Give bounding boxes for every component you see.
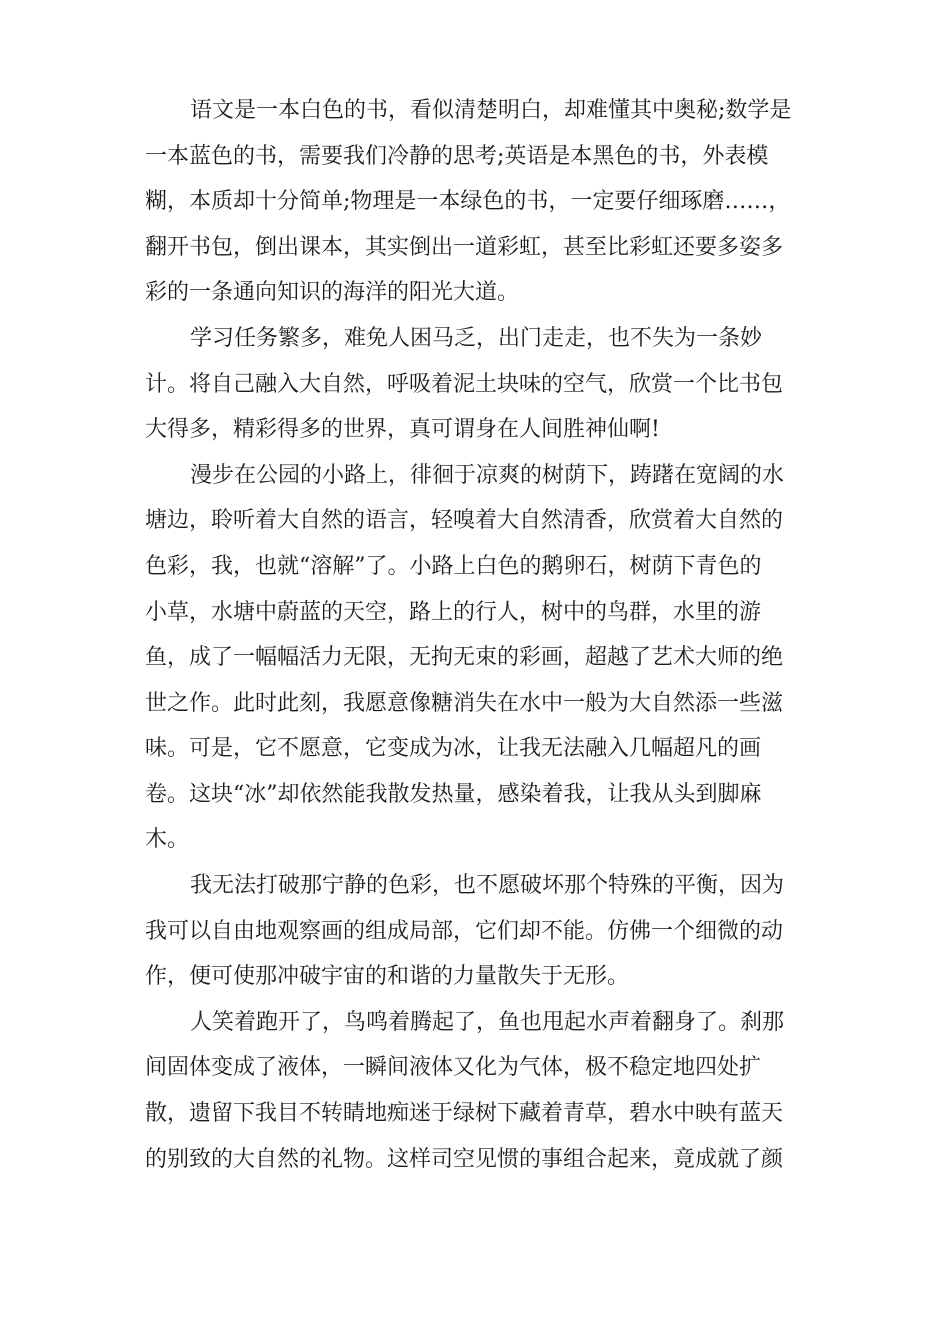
text-line: 语文是一本白色的书，看似清楚明白，却难懂其中奥秘;数学是 bbox=[190, 98, 792, 123]
text-line: 我无法打破那宁静的色彩，也不愿破坏那个特殊的平衡，因为 bbox=[190, 873, 785, 898]
paragraph-3-line-2 bbox=[0, 501, 950, 541]
text-line: 糊，本质却十分简单;物理是一本绿色的书，一定要仔细琢磨……， bbox=[145, 189, 791, 214]
paragraph-3-line-4 bbox=[0, 593, 950, 633]
paragraph-2-line-2 bbox=[0, 365, 950, 405]
paragraph-3-line-9 bbox=[0, 820, 950, 860]
text-line: 一本蓝色的书，需要我们冷静的思考;英语是本黑色的书，外表模 bbox=[145, 144, 769, 169]
paragraph-5-line-3 bbox=[0, 1094, 950, 1134]
text-line: 木。 bbox=[145, 827, 190, 852]
paragraph-1-line-2 bbox=[0, 137, 950, 177]
text-line: 色彩，我，也就“溶解”了。小路上白色的鹅卵石，树荫下青色的 bbox=[145, 554, 762, 579]
text-line: 人笑着跑开了，鸟鸣着腾起了，鱼也甩起水声着翻身了。刹那 bbox=[190, 1010, 785, 1035]
paragraph-4-line-2 bbox=[0, 912, 950, 952]
paragraph-4-line-1 bbox=[0, 866, 950, 906]
text-line: 学习任务繁多，难免人困马乏，出门走走，也不失为一条妙 bbox=[190, 326, 763, 351]
text-line: 大得多，精彩得多的世界，真可谓身在人间胜神仙啊! bbox=[145, 417, 660, 442]
text-line: 漫步在公园的小路上，徘徊于凉爽的树荫下，踌躇在宽阔的水 bbox=[190, 463, 785, 488]
paragraph-3-line-8 bbox=[0, 775, 950, 815]
text-line: 计。将自己融入大自然，呼吸着泥土块味的空气，欣赏一个比书包 bbox=[145, 372, 784, 397]
paragraph-3-line-5 bbox=[0, 638, 950, 678]
paragraph-1-line-3 bbox=[0, 182, 950, 222]
paragraph-5-line-1 bbox=[0, 1003, 950, 1043]
text-line: 我可以自由地观察画的组成局部，它们却不能。仿佛一个细微的动 bbox=[145, 919, 784, 944]
text-line: 的别致的大自然的礼物。这样司空见惯的事组合起来，竟成就了颜 bbox=[145, 1147, 784, 1172]
text-line: 鱼，成了一幅幅活力无限，无拘无束的彩画，超越了艺术大师的绝 bbox=[145, 645, 784, 670]
text-line: 作，便可使那冲破宇宙的和谐的力量散失于无形。 bbox=[145, 964, 630, 989]
text-line: 小草，水塘中蔚蓝的天空，路上的行人，树中的鸟群，水里的游 bbox=[145, 600, 762, 625]
text-line: 塘边，聆听着大自然的语言，轻嗅着大自然清香，欣赏着大自然的 bbox=[145, 508, 784, 533]
text-line: 间固体变成了液体，一瞬间液体又化为气体，极不稳定地四处扩 bbox=[145, 1055, 762, 1080]
text-line: 翻开书包，倒出课本，其实倒出一道彩虹，甚至比彩虹还要多姿多 bbox=[145, 235, 784, 260]
paragraph-1-line-5 bbox=[0, 273, 950, 313]
paragraph-2-line-1 bbox=[0, 319, 950, 359]
paragraph-3-line-3 bbox=[0, 547, 950, 587]
paragraph-2-line-3 bbox=[0, 410, 950, 450]
paragraph-3-line-1 bbox=[0, 456, 950, 496]
text-line: 味。可是，它不愿意，它变成为冰，让我无法融入几幅超凡的画 bbox=[145, 736, 762, 761]
paragraph-3-line-7 bbox=[0, 729, 950, 769]
paragraph-4-line-3 bbox=[0, 957, 950, 997]
text-line: 世之作。此时此刻，我愿意像糖消失在水中一般为大自然添一些滋 bbox=[145, 691, 784, 716]
paragraph-5-line-2 bbox=[0, 1048, 950, 1088]
paragraph-1-line-4 bbox=[0, 228, 950, 268]
text-line: 彩的一条通向知识的海洋的阳光大道。 bbox=[145, 280, 520, 305]
paragraph-3-line-6 bbox=[0, 684, 950, 724]
text-line: 卷。这块“冰”却依然能我散发热量，感染着我，让我从头到脚麻 bbox=[145, 782, 762, 807]
text-line: 散，遗留下我目不转睛地痴迷于绿树下藏着青草，碧水中映有蓝天 bbox=[145, 1101, 784, 1126]
paragraph-1-line-1 bbox=[0, 91, 950, 131]
paragraph-5-line-4 bbox=[0, 1140, 950, 1180]
